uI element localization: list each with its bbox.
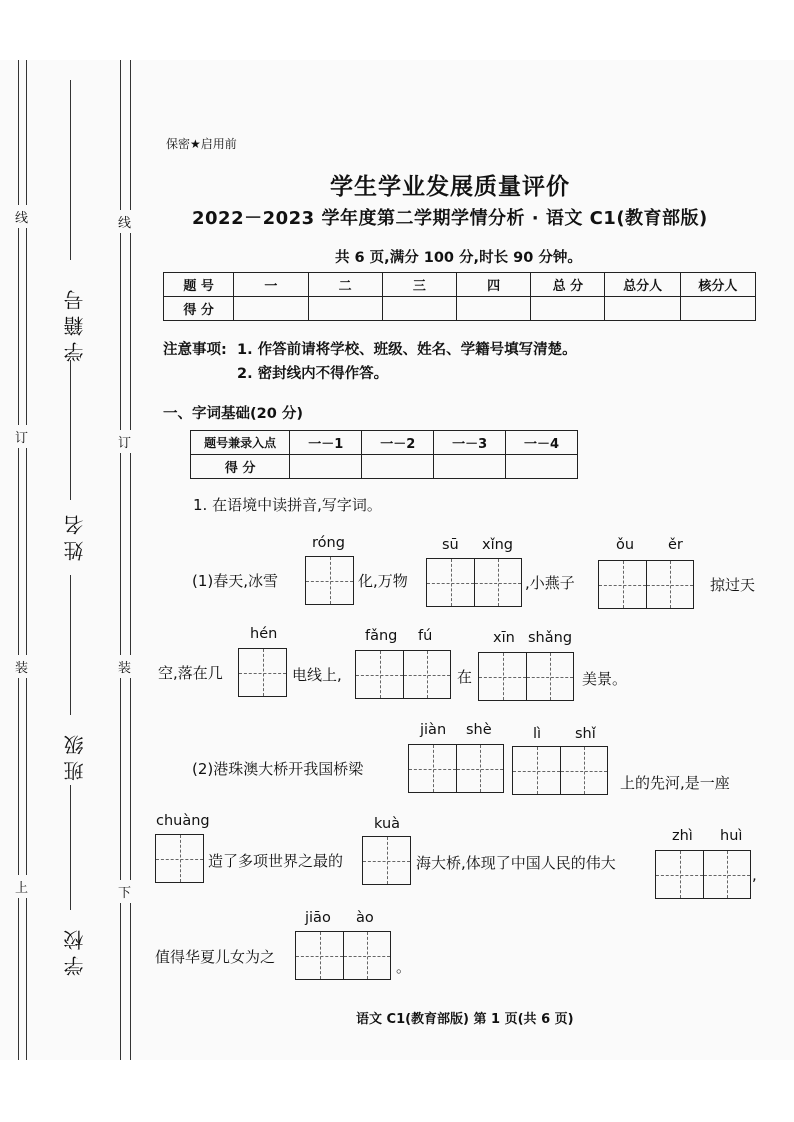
writing-box-ouer[interactable] [598,560,694,609]
writing-box-kua[interactable] [362,836,411,885]
student-id-label: 学籍号 [60,280,89,366]
score-header: 一 [234,273,308,297]
pinyin: xīn [493,630,515,646]
page-subtitle: 2022－2023 学年度第二学期学情分析 · 语文 C1(教育部版) [192,208,708,229]
score-header: 总分人 [605,273,680,297]
section-score-header: 一－4 [506,431,578,455]
pinyin: ào [356,910,374,926]
sentence-text: , [752,866,757,884]
writing-box-xinshang[interactable] [478,652,574,701]
score-row-label: 得 分 [164,297,234,321]
student-id-fill-line[interactable] [70,80,71,260]
section-score-header: 一－2 [362,431,434,455]
school-label: 学校 [60,920,89,980]
score-header: 二 [308,273,382,297]
writing-box-zhihui[interactable] [655,850,751,899]
class-label: 班级 [60,725,89,785]
section-score-cell[interactable] [362,455,434,479]
score-table [163,272,756,321]
confidential-mark: 保密★启用前 [166,137,237,151]
sentence-text: 。 [396,958,412,976]
notes-item: 1. 作答前请将学校、班级、姓名、学籍号填写清楚。 [237,342,577,358]
sentence-text: 化,万物 [358,572,408,590]
page-title: 学生学业发展质量评价 [330,174,570,200]
name-label: 姓名 [60,505,89,565]
margin-word-zhuang: 装 [15,655,28,678]
score-header: 四 [456,273,530,297]
score-cell[interactable] [680,297,755,321]
score-header: 题 号 [164,273,234,297]
school-fill-line[interactable] [70,785,71,910]
sentence-text: 掠过天 [710,576,756,594]
page-footer: 语文 C1(教育部版) 第 1 页(共 6 页) [356,1012,574,1027]
pinyin: ǒu [616,537,635,553]
pinyin: jiāo [305,910,331,926]
writing-box-chuang[interactable] [155,834,204,883]
margin-word-xian-inner: 线 [118,210,131,233]
pinyin: kuà [374,816,401,832]
pinyin: xǐng [482,537,514,553]
score-cell[interactable] [308,297,382,321]
section-score-header: 一－1 [290,431,362,455]
exam-info: 共 6 页,满分 100 分,时长 90 分钟。 [335,250,582,266]
writing-box-rong[interactable] [305,556,354,605]
sentence-text: (2)港珠澳大桥开我国桥梁 [192,760,364,778]
score-header: 总 分 [531,273,605,297]
margin-word-ding: 订 [15,425,28,448]
section-score-cell[interactable] [290,455,362,479]
writing-box-lishi[interactable] [512,746,608,795]
sentence-text: 电线上, [292,666,342,684]
section-score-header: 题号兼录入点 [191,431,290,455]
writing-box-fangfu[interactable] [355,650,451,699]
section-title: 一、字词基础(20 分) [163,406,303,422]
section-score-cell[interactable] [434,455,506,479]
margin-word-shang: 上 [15,875,28,898]
score-cell[interactable] [605,297,680,321]
margin-word-ding-inner: 订 [118,430,131,453]
sentence-text: 在 [457,668,473,686]
sentence-text: ,小燕子 [525,574,575,592]
sentence-text: (1)春天,冰雪 [192,572,279,590]
score-cell[interactable] [382,297,456,321]
pinyin: fú [418,628,433,644]
pinyin: róng [312,535,345,551]
pinyin: zhì [672,828,693,844]
margin-word-zhuang-inner: 装 [118,655,131,678]
name-fill-line[interactable] [70,360,71,500]
sentence-text: 造了多项世界之最的 [208,852,344,870]
margin-word-xia-inner: 下 [118,880,131,903]
pinyin: jiàn [420,722,447,738]
pinyin: huì [720,828,743,844]
score-cell[interactable] [531,297,605,321]
score-cell[interactable] [234,297,308,321]
notes-item: 2. 密封线内不得作答。 [237,366,389,382]
pinyin: lì [533,726,542,742]
margin-word-xian: 线 [15,205,28,228]
pinyin: shǎng [528,630,573,646]
section-score-header: 一－3 [434,431,506,455]
section-score-row-label: 得 分 [191,455,290,479]
sentence-text: 海大桥,体现了中国人民的伟大 [416,854,616,872]
pinyin: ěr [668,537,683,553]
score-header: 核分人 [680,273,755,297]
score-cell[interactable] [456,297,530,321]
sentence-text: 上的先河,是一座 [620,774,730,792]
pinyin: shǐ [575,726,596,742]
sentence-text: 空,落在几 [158,664,223,682]
sentence-text: 值得华夏儿女为之 [155,948,276,966]
notes-label: 注意事项: [163,342,227,358]
pinyin: shè [466,722,492,738]
section-score-cell[interactable] [506,455,578,479]
score-header: 三 [382,273,456,297]
writing-box-suxing[interactable] [426,558,522,607]
pinyin: fǎng [365,628,398,644]
sentence-text: 美景。 [582,670,628,688]
section-score-table [190,430,578,479]
pinyin: sū [442,537,459,553]
writing-box-jianshe[interactable] [408,744,504,793]
pinyin: chuàng [156,813,210,829]
class-fill-line[interactable] [70,575,71,715]
writing-box-hen[interactable] [238,648,287,697]
pinyin: hén [250,626,278,642]
writing-box-jiaoao[interactable] [295,931,391,980]
question-1-title: 1. 在语境中读拼音,写字词。 [193,496,382,514]
